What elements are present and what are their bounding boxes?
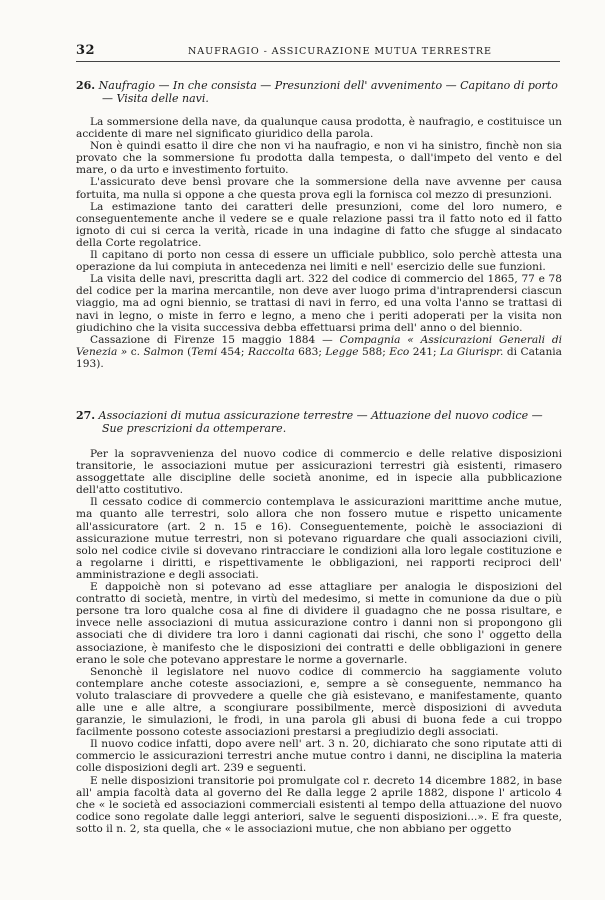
section-27-number: 27. bbox=[76, 409, 96, 422]
section-26 bbox=[76, 80, 562, 105]
section-27-paragraph: Il cessato codice di commercio contemplava le assicurazioni marittime anche mutue, ma quanto alle terrestri, solo allora che non fossero mutue e rispetto unicamente all'assicuratore (art. 2 n. 15 e 16). Conseguentemente, poichè le associazioni di assicurazione mutue terrestri, non si potevano riguardare che quali associazioni civili, solo nel codice civile si dovevano rintracciare le condizioni alla loro legale costituzione e a regolarne i diritti, e rispettivamente le obbligazioni, nei rapporti reciproci dell' amministrazione e degli associati. bbox=[76, 496, 562, 581]
section-27-paragraph: Per la sopravvenienza del nuovo codice di commercio e delle relative disposizioni transitorie, le associazioni mutue per assicurazioni terrestri già esistenti, rimasero assoggettate alle discipline delle società anonime, ed in ispecie alla pubblicazione dell'atto costitutivo. bbox=[76, 448, 562, 497]
citation-legge-num: 588; bbox=[358, 345, 390, 358]
citation-raccolta: Raccolta bbox=[247, 345, 295, 358]
section-27-heading bbox=[76, 410, 562, 435]
section-27-paragraph: Il nuovo codice infatti, dopo avere nell' art. 3 n. 20, dichiarato che sono riputate atti di commercio le assicurazioni terrestri anche mutue contro i danni, ne disciplina la materia colle disposizioni degli art. 239 e seguenti. bbox=[76, 738, 562, 775]
citation-giurispr: La Giurispr. bbox=[439, 345, 504, 358]
section-26-paragraph: Non è quindi esatto il dire che non vi ha naufragio, e non vi ha sinistro, finchè non sia provato che la sommersione fu prodotta dalla tempesta, o dall'impeto del vento e del mare, o da urto e investimento fortuito. bbox=[76, 140, 562, 177]
citation-eco-num: 241; bbox=[409, 345, 440, 358]
section-26-body bbox=[76, 116, 562, 370]
section-26-paragraph: Il capitano di porto non cessa di essere un ufficiale pubblico, solo perchè attesta una operazione da lui compiuta in antecedenza nei limiti e nell' esercizio delle sue funzioni. bbox=[76, 249, 562, 274]
section-26-paragraph: La estimazione tanto dei caratteri delle presunzioni, come del loro numero, e conseguentemente anche il vedere se e quale relazione passi tra il fatto noto ed il fatto ignoto di cui si cerca la verità, ricade in una indagine di fatto che sfugge al sindacato della Corte regolatrice. bbox=[76, 200, 562, 249]
section-26-heading bbox=[76, 80, 562, 105]
section-26-paragraph: La visita delle navi, prescritta dagli art. 322 del codice di commercio del 1865, 77 e 78 del codice per la marina mercantile, non deve aver luogo prima d'intraprendersi ciascun viaggio, ma ad ogni biennio, se trattasi di navi in ferro, ed una volta l'anno se trattasi di navi in legno, o miste in ferro e legno, a meno che i periti adoperati per la visita non giudichino che la visita successiva debba effettuarsi prima dell' anno o del biennio. bbox=[76, 273, 562, 334]
section-27 bbox=[76, 410, 562, 435]
page-number: 32 bbox=[76, 43, 96, 58]
section-27-title: Associazioni di mutua assicurazione terrestre — Attuazione del nuovo codice — Sue prescrizioni da ottemperare. bbox=[98, 409, 543, 435]
section-26-citation bbox=[76, 334, 562, 370]
section-26-paragraph: L'assicurato deve bensì provare che la sommersione della nave avvenne per causa fortuita, ma nulla si oppone a che questa prova egli la fornisca col mezzo di presunzioni. bbox=[76, 176, 562, 201]
section-26-paragraph: La sommersione della nave, da qualunque causa prodotta, è naufragio, e costituisce un accidente di mare nel significato giuridico della parola. bbox=[76, 116, 562, 141]
citation-parties: Compagnia « Assicurazioni Generali di Venezia » bbox=[76, 333, 562, 358]
citation-legge: Legge bbox=[325, 345, 359, 358]
section-27-body bbox=[76, 448, 562, 835]
citation-temi-num: 454; bbox=[217, 345, 248, 358]
header-rule bbox=[76, 61, 560, 62]
citation-court: Cassazione di Firenze 15 maggio 1884 — bbox=[90, 333, 340, 346]
citation-refs-open: ( bbox=[183, 345, 192, 358]
citation-raccolta-num: 683; bbox=[294, 345, 326, 358]
section-27-paragraph: Senonchè il legislatore nel nuovo codice di commercio ha saggiamente voluto contemplare anche coteste associazioni, e, sempre a sè conseguente, nemmanco ha voluto tralasciare di provvedere a quelle che già esistevano, e manifestamente, quanto alle une e alle altre, a scongiurare possibilmente, mercè disposizioni di avveduta garanzie, le simulazioni, le frodi, in una parola gli abusi di buona fede a cui troppo facilmente possono coteste associazioni prestarsi a pregiudizio degli associati. bbox=[76, 665, 562, 739]
citation-respondent: Salmon bbox=[143, 345, 184, 358]
citation-versus: c. bbox=[127, 345, 144, 358]
citation-giurispr-rest: di Catania 193). bbox=[76, 345, 562, 370]
section-27-paragraph: E dappoichè non si potevano ad esse attagliare per analogia le disposizioni del contratto di società, mentre, in virtù del medesimo, si mette in comunione da due o più persone tra loro qualche cosa al fine di dividere il guadagno che ne possa risultare, e invece nelle associazioni di mutua assicurazione contro i danni non si propongono gli associati che di dividere tra loro i danni cagionati dai rischi, che sono l' oggetto della associazione, è manifesto che le disposizioni dei contratti e delle obbligazioni in genere erano le sole che potevano apprestare le norme a governarle. bbox=[76, 581, 562, 666]
section-27-paragraph: E nelle disposizioni transitorie poi promulgate col r. decreto 14 dicembre 1882, in base all' ampia facoltà data al governo del Re dalla legge 2 aprile 1882, dispone l' articolo 4 che « le società ed associazioni commerciali esistenti al tempo della attuazione del nuovo codice sono regolate dalle leggi anteriori, salve le seguenti disposizioni...». E fra queste, sotto il n. 2, sta quella, che « le associazioni mutue, che non abbiano per oggetto bbox=[76, 774, 562, 835]
citation-temi: Temi bbox=[191, 345, 218, 358]
section-26-title: Naufragio — In che consista — Presunzioni dell' avvenimento — Capitano di porto — Visita delle navi. bbox=[98, 79, 558, 105]
running-header: NAUFRAGIO - ASSICURAZIONE MUTUA TERRESTRE bbox=[188, 46, 492, 57]
citation-eco: Eco bbox=[389, 345, 410, 358]
section-26-number: 26. bbox=[76, 79, 96, 92]
